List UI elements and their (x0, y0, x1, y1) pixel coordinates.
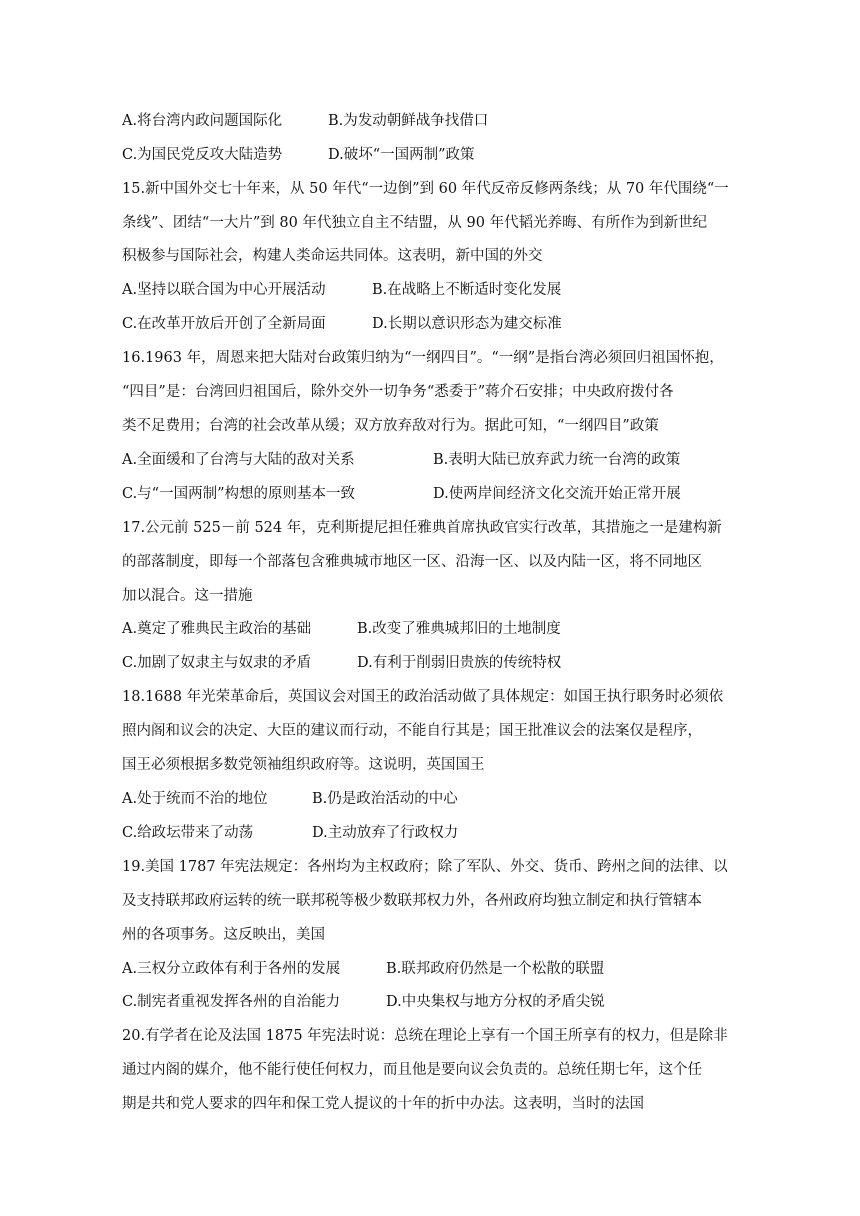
q17-stem-line-2: 的部落制度，即每一个部落包含雅典城市地区一区、沿海一区、以及内陆一区，将不同地区 (122, 554, 702, 570)
q17-option-d: D.有利于削弱旧贵族的传统特权 (357, 655, 562, 671)
q15-option-d: D.长期以意识形态为建交标准 (372, 316, 562, 332)
q15-option-c: C.在改革开放后开创了全新局面 (122, 316, 326, 332)
q17-option-b: B.改变了雅典城邦旧的土地制度 (357, 621, 561, 637)
q19-option-d: D.中央集权与地方分权的矛盾尖锐 (386, 994, 605, 1010)
q16-stem-line-1: 16.1963 年，周恩来把大陆对台政策归纳为“一纲四目”。“一纲”是指台湾必须回归祖国怀抱， (122, 350, 724, 366)
q19-option-c: C.制宪者重视发挥各州的自治能力 (122, 994, 341, 1010)
q17-stem-line-1: 17.公元前 525－前 524 年，克利斯提尼担任雅典首席执政官实行改革，其措施之一是建构新 (122, 520, 722, 536)
q16-option-d: D.使两岸间经济文化交流开始正常开展 (433, 486, 681, 502)
q15-stem-line-3: 积极参与国际社会，构建人类命运共同体。这表明，新中国的外交 (122, 248, 543, 264)
q15-options-row-2 (122, 314, 562, 334)
q19-stem-line-3: 州的各项事务。这反映出，美国 (122, 927, 325, 943)
q14-option-a: A.将台湾内政问题国际化 (122, 113, 283, 129)
q20-stem-line-2: 通过内阁的媒介，他不能行使任何权力，而且他是要向议会负责的。总统任期七年，这个任 (122, 1062, 702, 1078)
q18-stem-line-3: 国王必须根据多数党领袖组织政府等。这说明，英国国王 (122, 757, 485, 773)
q16-option-c: C.与“一国两制”构想的原则基本一致 (122, 486, 356, 502)
q17-option-a: A.奠定了雅典民主政治的基础 (122, 621, 312, 637)
q15-stem-line-1: 15.新中国外交七十年来，从 50 年代“一边倒”到 60 年代反帝反修两条线；从 70 年代围绕“一 (122, 181, 729, 197)
q19-option-b: B.联邦政府仍然是一个松散的联盟 (386, 961, 605, 977)
q18-stem-line-1: 18.1688 年光荣革命后，英国议会对国王的政治活动做了具体规定：如国王执行职务时必须依 (122, 689, 724, 705)
q16-options-row-1 (122, 450, 680, 470)
q15-stem-line-2: 条线”、团结“一大片”到 80 年代独立自主不结盟，从 90 年代韬光养晦、有所作为到新世纪 (122, 215, 708, 231)
q15-options-row-1 (122, 280, 561, 300)
q14-options-row-1 (122, 111, 488, 131)
q20-stem-line-3: 期是共和党人要求的四年和保工党人提议的十年的折中办法。这表明，当时的法国 (122, 1096, 644, 1112)
q19-stem-line-1: 19.美国 1787 年宪法规定：各州均为主权政府；除了军队、外交、货币、跨州之间的法律、以 (122, 859, 728, 875)
q18-option-d: D.主动放弃了行政权力 (312, 825, 459, 841)
q18-option-b: B.仍是政治活动的中心 (312, 791, 458, 807)
q19-options-row-1 (122, 959, 604, 979)
q17-options-row-2 (122, 653, 561, 673)
q17-options-row-1 (122, 619, 561, 639)
q14-options-row-2 (122, 145, 475, 165)
q16-stem-line-3: 类不足费用；台湾的社会改革从缓；双方放弃敌对行为。据此可知，“一纲四目”政策 (122, 418, 659, 434)
q16-option-b: B.表明大陆已放弃武力统一台湾的政策 (433, 452, 681, 468)
q15-option-b: B.在战略上不断适时变化发展 (372, 282, 562, 298)
q14-option-b: B.为发动朝鲜战争找借口 (328, 113, 489, 129)
q18-options-row-1 (122, 789, 458, 809)
q14-option-d: D.破坏“一国两制”政策 (328, 147, 475, 163)
q16-options-row-2 (122, 484, 681, 504)
q18-stem-line-2: 照内阁和议会的决定、大臣的建议而行动，不能自行其是；国王批准议会的法案仅是程序， (122, 723, 702, 739)
q16-option-a: A.全面缓和了台湾与大陆的敌对关系 (122, 452, 355, 468)
q14-option-c: C.为国民党反攻大陆造势 (122, 147, 283, 163)
q18-option-a: A.处于统而不治的地位 (122, 791, 268, 807)
q17-option-c: C.加剧了奴隶主与奴隶的矛盾 (122, 655, 312, 671)
q19-options-row-2 (122, 992, 605, 1012)
q17-stem-line-3: 加以混合。这一措施 (122, 588, 253, 604)
q19-option-a: A.三权分立政体有利于各州的发展 (122, 961, 341, 977)
q15-option-a: A.坚持以联合国为中心开展活动 (122, 282, 326, 298)
q18-options-row-2 (122, 823, 458, 843)
q16-stem-line-2: “四目”是：台湾回归祖国后，除外交外一切争务“悉委于”蒋介石安排；中央政府拨付各 (122, 384, 674, 400)
q18-option-c: C.给政坛带来了动荡 (122, 825, 254, 841)
q19-stem-line-2: 及支持联邦政府运转的统一联邦税等极少数联邦权力外，各州政府均独立制定和执行管辖本 (122, 893, 702, 909)
q20-stem-line-1: 20.有学者在论及法国 1875 年宪法时说：总统在理论上享有一个国王所享有的权力，但是除非 (122, 1028, 728, 1044)
